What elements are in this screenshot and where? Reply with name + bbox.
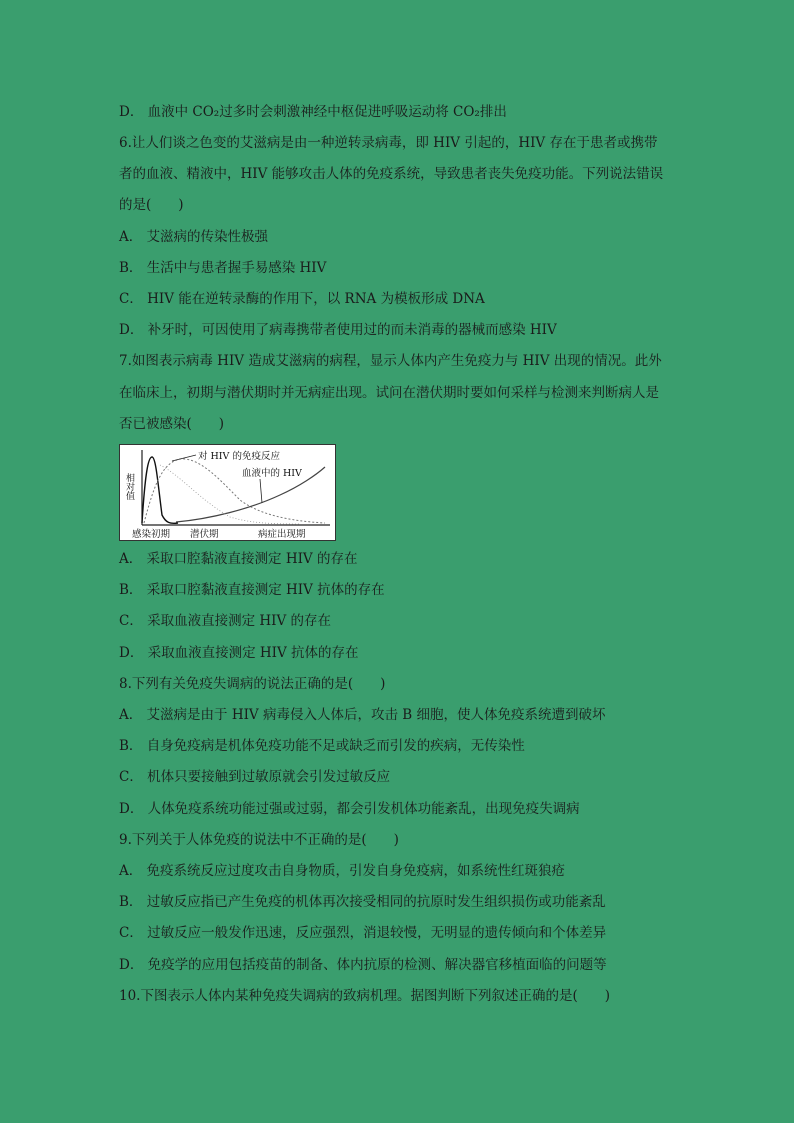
hiv-course-figure <box>119 444 336 541</box>
option-8b: B． 自身免疫病是机体免疫功能不足或缺乏而引发的疾病，无传染性 <box>119 738 525 754</box>
option-9d: D． 免疫学的应用包括疫苗的制备、体内抗原的检测、解决器官移植面临的问题等 <box>119 957 607 973</box>
hiv-blood-label: 血液中的 HIV <box>242 468 302 479</box>
question-10-stem: 10.下图表示人体内某种免疫失调病的致病机理。据图判断下列叙述正确的是( ) <box>119 988 611 1004</box>
question-7-stem-end: 否已被感染( ) <box>119 416 225 432</box>
hiv-early-peak-curve <box>142 457 178 523</box>
hiv-course-graph <box>120 445 335 540</box>
option-9a: A． 免疫系统反应过度攻击自身物质，引发自身免疫病，如系统性红斑狼疮 <box>119 863 566 879</box>
option-8d: D． 人体免疫系统功能过强或过弱，都会引发机体功能紊乱，出现免疫失调病 <box>119 801 580 817</box>
y-axis-label: 相对值 <box>124 473 134 500</box>
option-8c: C． 机体只要接触到过敏原就会引发过敏反应 <box>119 769 391 785</box>
option-7b: B． 采取口腔黏液直接测定 HIV 抗体的存在 <box>119 582 385 598</box>
question-9-stem: 9.下列关于人体免疫的说法中不正确的是( ) <box>119 832 399 848</box>
question-6-stem-end: 的是( ) <box>119 197 184 213</box>
option-7a: A． 采取口腔黏液直接测定 HIV 的存在 <box>119 551 358 567</box>
option-9b: B． 过敏反应指已产生免疫的机体再次接受相同的抗原时发生组织损伤或功能紊乱 <box>119 894 606 910</box>
question-7-stem: 7.如图表示病毒 HIV 造成艾滋病的病程，显示人体内产生免疫力与 HIV 出现的情况。此外 <box>119 353 662 369</box>
question-6-stem-cont: 者的血液、精液中，HIV 能够攻击人体的免疫系统，导致患者丧失免疫功能。下列说法错误 <box>119 166 664 182</box>
immune-response-label: 对 HIV 的免疫反应 <box>198 451 280 462</box>
option-9c: C． 过敏反应一般发作迅速，反应强烈，消退较慢，无明显的遗传倾向和个体差异 <box>119 925 607 941</box>
option-6c: C． HIV 能在逆转录酶的作用下，以 RNA 为模板形成 DNA <box>119 291 485 307</box>
option-8a: A． 艾滋病是由于 HIV 病毒侵入人体后，攻击 B 细胞，使人体免疫系统遭到破坏 <box>119 707 606 723</box>
question-7-stem-cont: 在临床上，初期与潜伏期时并无病症出现。试问在潜伏期时要如何采样与检测来判断病人是 <box>119 385 659 401</box>
question-8-stem: 8.下列有关免疫失调病的说法正确的是( ) <box>119 676 386 692</box>
option-6b: B． 生活中与患者握手易感染 HIV <box>119 260 327 276</box>
hiv-label-pointer <box>260 479 262 503</box>
option-5d: D． 血液中 CO₂过多时会刺激神经中枢促进呼吸运动将 CO₂排出 <box>119 104 507 120</box>
immune-label-pointer <box>172 455 196 461</box>
option-7c: C． 采取血液直接测定 HIV 的存在 <box>119 613 332 629</box>
option-7d: D． 采取血液直接测定 HIV 抗体的存在 <box>119 645 359 661</box>
phase-early-label: 感染初期 <box>132 529 171 540</box>
phase-latent-label: 潜伏期 <box>190 529 219 540</box>
phase-symptom-label: 病症出现期 <box>258 529 306 540</box>
option-6d: D． 补牙时，可因使用了病毒携带者使用过的而未消毒的器械而感染 HIV <box>119 322 557 338</box>
question-6-stem: 6.让人们谈之色变的艾滋病是由一种逆转录病毒，即 HIV 引起的，HIV 存在于患者或携带 <box>119 135 658 151</box>
option-6a: A． 艾滋病的传染性极强 <box>119 229 269 245</box>
